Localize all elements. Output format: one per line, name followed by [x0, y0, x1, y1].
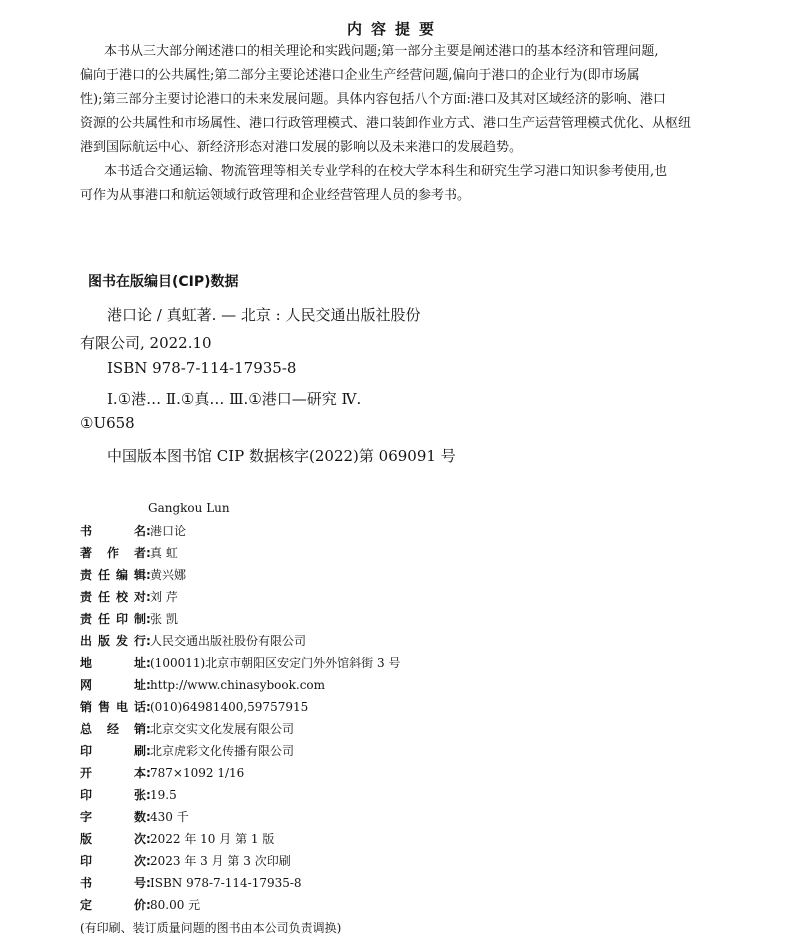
colophon-row: [80, 631, 306, 651]
row-value: 430 千: [150, 810, 189, 824]
row-value: 787×1092 1/16: [150, 766, 245, 780]
cip-line-4: Ⅰ.①港… Ⅱ.①真… Ⅲ.①港口—研究 Ⅳ.: [107, 390, 362, 408]
row-label: 总经销: [80, 722, 146, 736]
colophon-row: [80, 587, 178, 607]
colophon-row: [80, 653, 400, 673]
row-separator: :: [146, 524, 151, 538]
row-label: 开本: [80, 766, 146, 780]
summary-p2-line1: 本书适合交通运输、物流管理等相关专业学科的在校大学本科生和研究生学习港口知识参考使用,也: [104, 164, 668, 179]
row-separator: :: [146, 546, 151, 560]
row-separator: :: [146, 656, 151, 670]
row-label: 责任印制: [80, 612, 146, 626]
row-label: 印刷: [80, 744, 146, 758]
row-value: (010)64981400,59757915: [150, 700, 309, 714]
colophon-row: [80, 697, 308, 717]
row-separator: :: [146, 788, 151, 802]
row-separator: :: [146, 700, 151, 714]
summary-p1-line1: 本书从三大部分阐述港口的相关理论和实践问题;第一部分主要是阐述港口的基本经济和管理问题,: [104, 44, 659, 59]
colophon-row: [80, 895, 200, 915]
colophon-row: [80, 763, 244, 783]
row-label: 印次: [80, 854, 146, 868]
summary-p2-line2: 可作为从事港口和航运领域行政管理和企业经营管理人员的参考书。: [80, 188, 471, 203]
row-separator: :: [146, 634, 151, 648]
row-separator: :: [146, 678, 151, 692]
quality-notice: (有印刷、装订质量问题的图书由本公司负责调换): [80, 921, 342, 935]
row-label: 书号: [80, 876, 146, 890]
colophon-row: [80, 807, 189, 827]
row-value: 真 虹: [150, 546, 178, 560]
row-value: 张 凯: [150, 612, 178, 626]
colophon-row: [80, 829, 274, 849]
row-label: 印张: [80, 788, 146, 802]
cip-line-5: ①U658: [80, 414, 135, 432]
row-value: 港口论: [150, 524, 187, 538]
colophon-row: [80, 741, 294, 761]
colophon-row: [80, 565, 186, 585]
colophon-row: [80, 785, 177, 805]
colophon-row: [80, 873, 302, 893]
row-value: 80.00 元: [150, 898, 201, 912]
row-value: 2022 年 10 月 第 1 版: [150, 832, 275, 846]
colophon-row: [80, 521, 186, 541]
row-separator: :: [146, 854, 151, 868]
row-separator: :: [146, 810, 151, 824]
cip-line-1: 港口论 / 真虹著. — 北京 : 人民交通出版社股份: [107, 306, 421, 324]
row-label: 出版发行: [80, 634, 146, 648]
summary-p1-line4: 资源的公共属性和市场属性、港口行政管理模式、港口装卸作业方式、港口生产运营管理模式优化、从枢纽: [80, 116, 692, 131]
cip-line-3: ISBN 978-7-114-17935-8: [107, 359, 297, 377]
row-separator: :: [146, 744, 151, 758]
row-value: 19.5: [150, 788, 177, 802]
row-separator: :: [146, 612, 151, 626]
summary-p1-line2: 偏向于港口的公共属性;第二部分主要论述港口企业生产经营问题,偏向于港口的企业行为(即市场属: [80, 68, 640, 83]
row-separator: :: [146, 832, 151, 846]
row-separator: :: [146, 766, 151, 780]
row-label: 字数: [80, 810, 146, 824]
row-value: ISBN 978-7-114-17935-8: [150, 876, 302, 890]
colophon-row: [80, 609, 178, 629]
row-value: 人民交通出版社股份有限公司: [150, 634, 307, 648]
pinyin-title: Gangkou Lun: [148, 501, 230, 515]
cip-heading: 图书在版编目(CIP)数据: [88, 274, 239, 290]
summary-p1-line5: 港到国际航运中心、新经济形态对港口发展的影响以及未来港口的发展趋势。: [80, 140, 523, 155]
row-label: 书名: [80, 524, 146, 538]
row-label: 责任校对: [80, 590, 146, 604]
row-label: 责任编辑: [80, 568, 146, 582]
row-separator: :: [146, 590, 151, 604]
row-label: 地址: [80, 656, 146, 670]
row-label: 销售电话: [80, 700, 146, 714]
row-label: 著作者: [80, 546, 146, 560]
row-separator: :: [146, 568, 151, 582]
row-separator: :: [146, 876, 151, 890]
colophon-row: [80, 719, 294, 739]
row-label: 定价: [80, 898, 146, 912]
row-separator: :: [146, 898, 151, 912]
cip-line-6: 中国版本图书馆 CIP 数据核字(2022)第 069091 号: [107, 447, 456, 465]
colophon-row: [80, 675, 325, 695]
row-value: (100011)北京市朝阳区安定门外外馆斜街 3 号: [150, 656, 401, 670]
cip-line-2: 有限公司, 2022.10: [80, 334, 212, 352]
summary-title: 内容提要: [346, 20, 443, 38]
row-value: 刘 芹: [150, 590, 178, 604]
row-value: 黄兴娜: [150, 568, 187, 582]
row-value: 北京交实文化发展有限公司: [150, 722, 295, 736]
colophon-row: [80, 851, 291, 871]
row-value: 2023 年 3 月 第 3 次印刷: [150, 854, 291, 868]
row-value: 北京虎彩文化传播有限公司: [150, 744, 295, 758]
row-label: 网址: [80, 678, 146, 692]
row-separator: :: [146, 722, 151, 736]
colophon-row: [80, 543, 178, 563]
website-link: http://www.chinasybook.com: [150, 678, 326, 692]
summary-p1-line3: 性);第三部分主要讨论港口的未来发展问题。具体内容包括八个方面:港口及其对区域经济的影响、港口: [80, 92, 666, 107]
row-label: 版次: [80, 832, 146, 846]
